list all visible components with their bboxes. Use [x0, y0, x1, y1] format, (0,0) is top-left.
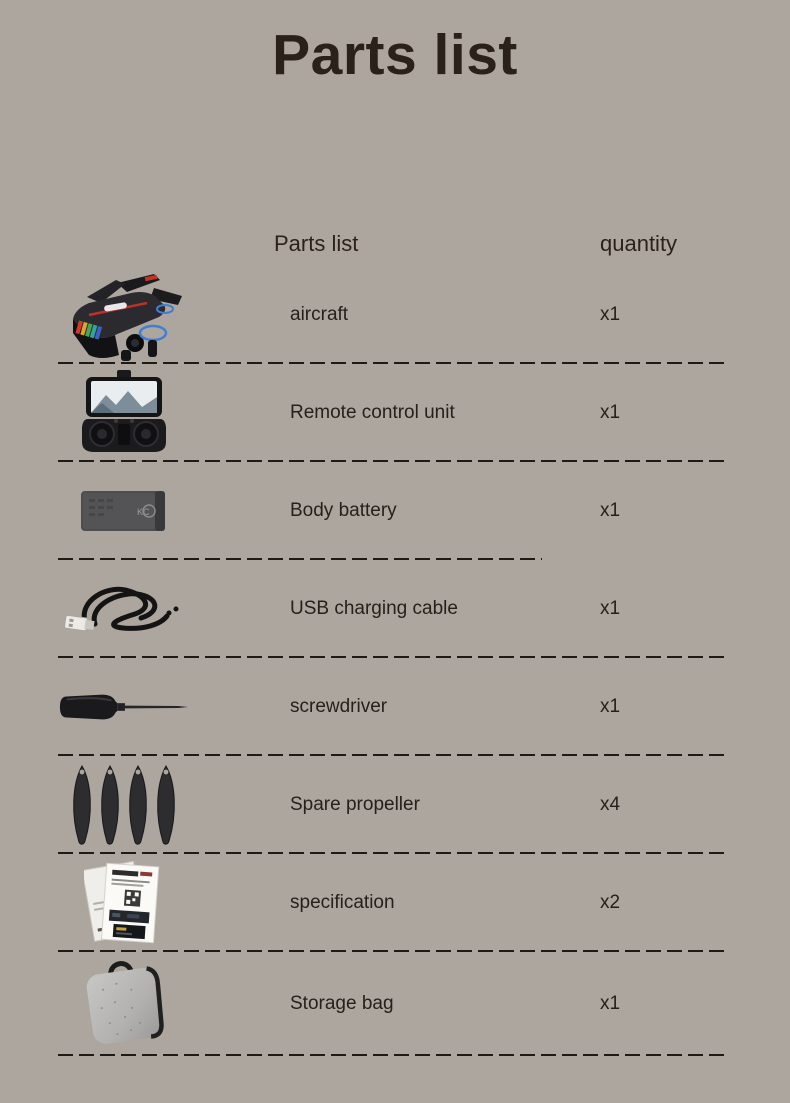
- propeller-image: [68, 764, 180, 846]
- part-image-cell: [58, 957, 190, 1051]
- table-row: [58, 462, 725, 560]
- part-image-cell: [58, 370, 190, 456]
- manual-image: [84, 859, 164, 947]
- battery-image: [81, 489, 167, 533]
- part-label: aircraft: [290, 303, 349, 325]
- part-label: Storage bag: [290, 992, 394, 1014]
- part-image-cell: [58, 859, 190, 947]
- part-label: screwdriver: [290, 695, 388, 717]
- part-image-cell: [58, 764, 190, 846]
- table-row: [58, 560, 725, 658]
- storage-bag-image: [76, 957, 172, 1051]
- remote-control-image: [78, 370, 170, 456]
- table-row: [58, 658, 725, 756]
- part-label: USB charging cable: [290, 597, 458, 619]
- part-quantity: x1: [600, 992, 621, 1014]
- usb-cable-image: [63, 580, 185, 638]
- part-quantity: x1: [600, 499, 621, 521]
- table-row: [58, 756, 725, 854]
- part-image-cell: [58, 267, 190, 363]
- table-header-row: [58, 222, 725, 266]
- part-image-cell: [58, 489, 190, 533]
- table-row: [58, 266, 725, 364]
- svg-text:KC: KC: [137, 506, 150, 517]
- parts-table: [58, 222, 725, 1056]
- header-quantity-label: quantity: [600, 230, 678, 256]
- part-quantity: x4: [600, 793, 621, 815]
- drone-image: [59, 267, 189, 363]
- part-label: Remote control unit: [290, 401, 455, 423]
- part-quantity: x1: [600, 695, 621, 717]
- part-label: specification: [290, 891, 395, 913]
- part-label: Body battery: [290, 499, 397, 521]
- header-parts-label: Parts list: [274, 230, 359, 256]
- table-row: [58, 952, 725, 1056]
- row-separator: [58, 1054, 725, 1056]
- part-quantity: x1: [600, 401, 621, 423]
- table-row: [58, 364, 725, 462]
- page-title: Parts list: [272, 23, 518, 87]
- part-quantity: x1: [600, 597, 621, 619]
- table-row: [58, 854, 725, 952]
- part-label: Spare propeller: [290, 793, 420, 815]
- part-quantity: x2: [600, 891, 621, 913]
- part-image-cell: [58, 580, 190, 638]
- part-quantity: x1: [600, 303, 621, 325]
- screwdriver-image: [58, 691, 190, 723]
- part-image-cell: [58, 691, 190, 723]
